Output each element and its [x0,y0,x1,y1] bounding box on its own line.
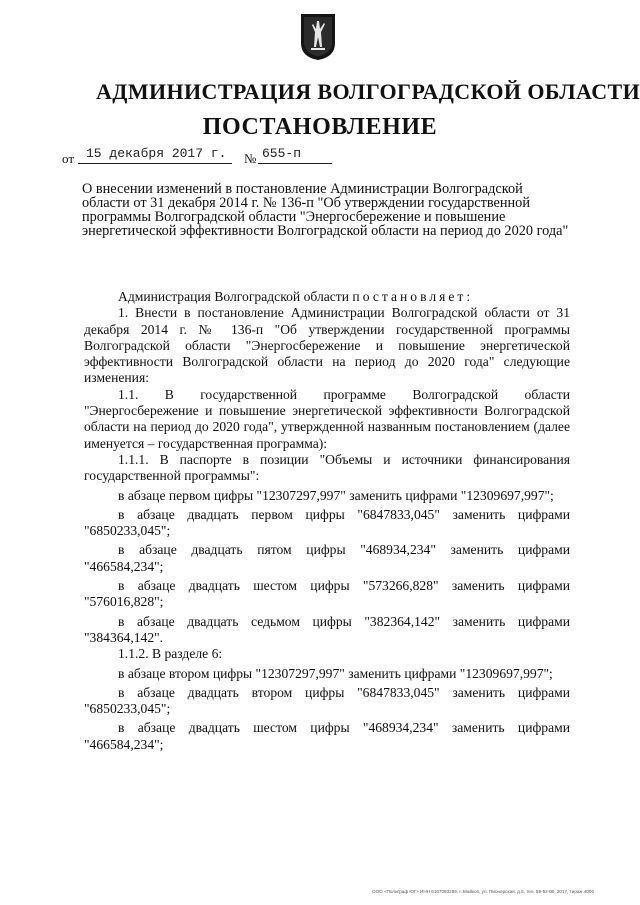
coat-of-arms-icon [300,13,336,61]
date-value: 15 декабря 2017 г. [86,146,227,161]
amendment-item: в абзаце двадцать втором цифры "6847833,045" заменить цифрами "6850233,045"; [84,684,570,717]
document-subject [82,182,574,238]
preamble [84,289,570,305]
subject-line: энергетической эффективности Волгоградской области на период до 2020 года" [82,223,569,239]
date-underline [78,163,232,164]
number-underline [258,163,332,164]
subject-line: О внесении изменений в постановление Администрации Волгоградской [82,181,523,197]
amendment-item: в абзаце двадцать шестом цифры "573266,828" заменить цифрами "576016,828"; [84,578,570,610]
date-prefix: от [62,151,75,166]
document-type-title: ПОСТАНОВЛЕНИЕ [202,114,438,140]
paragraph-1: 1. Внести в постановление Администрации Волгоградской области от 31 декабря 2014 г. № 136-п "Об утверждении государственной программы Волгоградской области "Энергосбережение и повышение энергетической эффективности Волгоградской области на период до 2020 года" следующие изменения: [84,305,570,386]
date-number-line [62,146,362,168]
preamble-verb: постановляет: [352,289,474,304]
subject-line: области от 31 декабря 2014 г. № 136-п "Об утверждении государственной [82,195,530,211]
amendment-item: в абзаце втором цифры "12307297,997" заменить цифрами "12309697,997"; [118,665,553,681]
number-value: 655-п [262,146,302,161]
amendment-item: в абзаце двадцать первом цифры "6847833,045" заменить цифрами "6850233,045"; [84,506,570,539]
amendment-item: в абзаце двадцать шестом цифры "468934,234" заменить цифрами "466584,234"; [84,720,570,752]
paragraph-1-1-2: 1.1.2. В разделе 6: [118,646,223,662]
paragraph-1-1-1: 1.1.1. В паспорте в позиции "Объемы и источники финансирования государственной программы": [84,451,570,484]
subject-line: программы Волгоградской области "Энергосбережение и повышение [82,209,506,225]
paragraph-1-1: 1.1. В государственной программе Волгоградской области "Энергосбережение и повышение энергетической эффективности Волгоградской области на период до 2020 года", утвержденной названным постановлением (далее именуется – государственная программа): [84,386,570,451]
preamble-lead: Администрация Волгоградской области [118,289,350,304]
number-prefix: № [244,151,257,166]
organization-title: АДМИНИСТРАЦИЯ ВОЛГОГРАДСКОЙ ОБЛАСТИ [96,79,640,104]
document-body [84,289,570,753]
printer-footer: ООО «Полиграф ЮГ» ИНН 6167093289, г. Майкоп, ул. Пионерская, д.5, тел. 59-52-00, 2017, тираж 4000 [372,889,594,894]
amendment-item: в абзаце двадцать пятом цифры "468934,234" заменить цифрами "466584,234"; [84,542,570,574]
amendment-item: в абзаце первом цифры "12307297,997" заменить цифрами "12309697,997"; [118,487,554,503]
amendment-item: в абзаце двадцать седьмом цифры "382364,142" заменить цифрами "384364,142". [84,613,570,645]
